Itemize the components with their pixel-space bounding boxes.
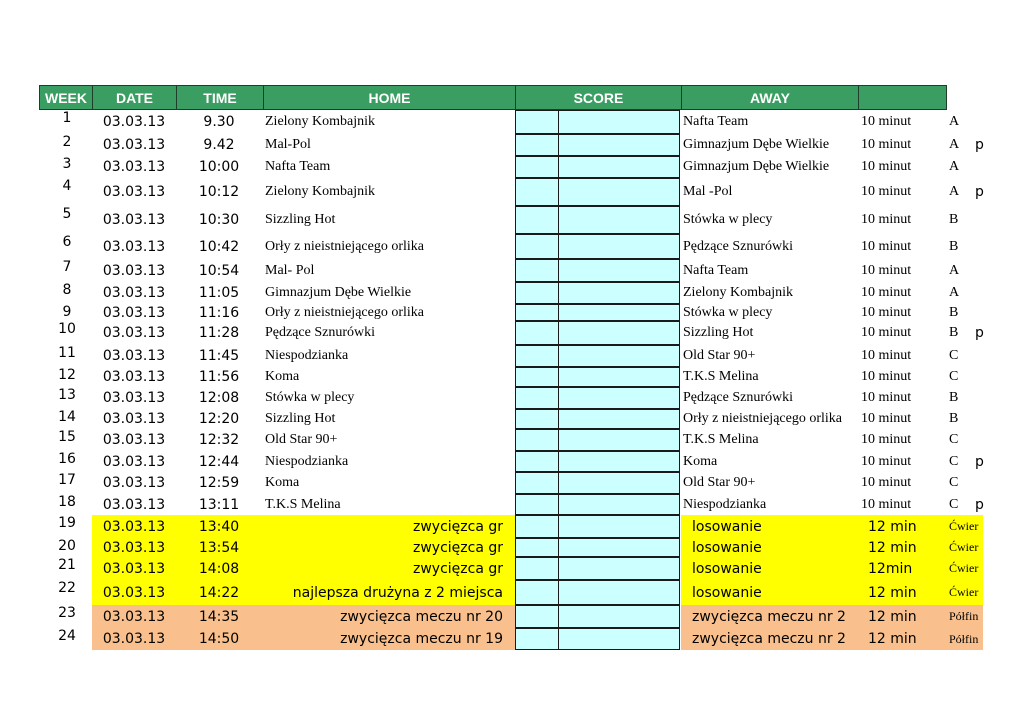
match-time: 11:16 [198,304,240,321]
week-number: 10 [58,321,76,337]
match-time: 10:42 [198,238,240,255]
score-home-cell[interactable] [515,538,559,557]
match-time: 13:40 [198,518,240,535]
home-team: zwycięzca meczu nr 20 [340,608,503,625]
table-row [0,282,1024,304]
score-home-cell[interactable] [515,156,559,178]
match-date: 03.03.13 [102,348,166,364]
away-team: losowanie [692,560,762,577]
week-number: 24 [58,628,76,644]
week-number: 13 [58,387,76,403]
away-team: Nafta Team [683,262,749,278]
match-duration: 10 minut [861,325,912,340]
match-group: B [949,212,959,227]
table-row [0,156,1024,178]
match-duration: 10 minut [861,475,912,490]
score-away-cell[interactable] [558,409,680,429]
match-time: 13:11 [198,496,240,513]
home-team: Sizzling Hot [265,411,336,426]
home-team: Mal-Pol [265,137,311,152]
home-team: Nafta Team [265,159,331,174]
score-home-cell[interactable] [515,304,559,321]
match-duration: 10 minut [861,390,912,405]
score-home-cell[interactable] [515,557,559,580]
score-away-cell[interactable] [558,206,680,234]
home-team: zwycięzca gr [412,518,503,535]
table-row [0,494,1024,515]
match-time: 14:50 [198,631,240,647]
table-row [0,409,1024,429]
score-away-cell[interactable] [558,580,680,605]
match-group: A [949,137,960,152]
score-away-cell[interactable] [558,451,680,472]
week-number: 18 [58,494,76,510]
score-home-cell[interactable] [515,387,559,409]
away-team: Pędzące Sznurówki [683,390,794,405]
home-team: Sizzling Hot [265,212,336,227]
away-team: Stówka w plecy [683,212,773,227]
away-team: Stówka w plecy [683,304,773,320]
week-number: 16 [58,451,76,467]
match-group: B [949,411,959,426]
score-home-cell[interactable] [515,206,559,234]
week-number: 12 [58,367,76,383]
header-date: DATE [92,85,177,110]
table-row [0,538,1024,557]
score-home-cell[interactable] [515,345,559,367]
match-time: 12:59 [198,475,240,491]
match-group: A [949,262,960,278]
table-row [0,321,1024,345]
match-date: 03.03.13 [102,184,166,200]
away-team: Mal -Pol [683,184,733,199]
home-team: T.K.S Melina [265,496,341,512]
score-home-cell[interactable] [515,628,559,650]
match-duration: 10 minut [861,369,912,384]
away-team: zwycięzca meczu nr 2 [692,608,846,625]
match-date: 03.03.13 [102,432,166,448]
match-group: B [949,238,959,254]
match-group: C [949,348,959,363]
match-date: 03.03.13 [102,539,166,556]
match-time: 14:35 [198,608,240,625]
match-duration: 10 minut [861,348,912,363]
home-team: zwycięzca meczu nr 19 [340,631,503,647]
match-duration: 10 minut [861,184,912,199]
home-team: Niespodzianka [265,348,349,363]
home-team: Orły z nieistniejącego orlika [265,304,424,320]
match-group: C [949,453,959,469]
match-group: B [949,325,959,340]
match-time: 11:45 [198,348,240,364]
match-date: 03.03.13 [102,518,166,535]
away-team: Nafta Team [683,114,749,129]
week-number: 4 [62,178,72,194]
match-duration: 10 minut [861,212,912,227]
away-team: losowanie [692,518,762,535]
match-time: 10:12 [198,184,240,200]
home-team: Zielony Kombajnik [265,184,376,199]
match-date: 03.03.13 [102,584,166,601]
match-time: 12:32 [198,432,240,448]
match-group: B [949,390,959,405]
match-date: 03.03.13 [102,369,166,385]
week-number: 20 [58,538,76,554]
match-duration: 10 minut [861,453,912,469]
away-team: losowanie [692,584,762,601]
match-group: Ćwier [949,540,979,554]
week-number: 11 [58,345,76,361]
score-home-cell[interactable] [515,282,559,304]
score-away-cell[interactable] [558,110,680,134]
away-team: Old Star 90+ [683,475,756,490]
away-team: Pędzące Sznurówki [683,238,794,254]
score-away-cell[interactable] [558,605,680,628]
table-row [0,304,1024,321]
match-date: 03.03.13 [102,159,166,175]
week-number: 21 [58,557,76,573]
table-row [0,206,1024,234]
match-time: 10:54 [198,262,240,279]
match-time: 14:22 [198,584,240,601]
score-home-cell[interactable] [515,234,559,259]
match-time: 11:28 [198,325,240,341]
table-row [0,472,1024,494]
away-team: Zielony Kombajnik [683,285,794,300]
week-number: 14 [58,409,76,425]
match-group: C [949,475,959,490]
match-group: Półfin [949,631,979,646]
match-group: C [949,496,959,512]
away-team: Koma [683,453,718,469]
match-duration: 10 minut [861,159,912,174]
score-home-cell[interactable] [515,409,559,429]
home-team: Old Star 90+ [265,432,338,447]
table-row [0,345,1024,367]
match-date: 03.03.13 [102,496,166,513]
match-duration: 12 min [868,518,917,535]
home-team: Koma [265,369,300,384]
table-row [0,367,1024,387]
match-duration: 10 minut [861,238,912,254]
header-week: WEEK [39,85,93,110]
match-date: 03.03.13 [102,560,166,577]
score-away-cell[interactable] [558,259,680,282]
score-away-cell[interactable] [558,282,680,304]
score-home-cell[interactable] [515,429,559,451]
home-team: Pędzące Sznurówki [265,325,376,340]
home-team: zwycięzca gr [412,560,503,577]
away-team: Orły z nieistniejącego orlika [683,411,842,426]
score-home-cell[interactable] [515,178,559,206]
match-time: 12:20 [198,411,240,427]
match-date: 03.03.13 [102,262,166,279]
table-row [0,605,1024,628]
away-team: zwycięzca meczu nr 2 [692,631,846,647]
match-duration: 12 min [868,608,917,625]
home-team: zwycięzca gr [412,539,503,556]
match-duration: 12 min [868,539,917,556]
away-team: T.K.S Melina [683,369,759,384]
score-away-cell[interactable] [558,156,680,178]
match-date: 03.03.13 [102,114,166,130]
extra-note: p [975,184,984,200]
match-time: 11:05 [198,285,240,301]
score-away-cell[interactable] [558,557,680,580]
score-home-cell[interactable] [515,605,559,628]
match-group: Ćwier [949,519,979,533]
match-date: 03.03.13 [102,238,166,255]
week-number: 5 [62,206,72,222]
match-date: 03.03.13 [102,631,166,647]
match-duration: 10 minut [861,496,912,512]
table-row [0,178,1024,206]
table-row [0,134,1024,156]
week-number: 7 [62,259,72,275]
week-number: 22 [58,580,76,596]
match-time: 11:56 [198,369,240,385]
score-away-cell[interactable] [558,304,680,321]
score-away-cell[interactable] [558,387,680,409]
table-row [0,451,1024,472]
match-group: Ćwier [949,561,979,575]
table-row [0,429,1024,451]
match-date: 03.03.13 [102,212,166,228]
match-group: A [949,285,960,300]
score-home-cell[interactable] [515,451,559,472]
score-home-cell[interactable] [515,515,559,538]
match-group: C [949,369,959,384]
week-number: 23 [58,605,76,621]
score-home-cell[interactable] [515,110,559,134]
score-home-cell[interactable] [515,134,559,156]
score-home-cell[interactable] [515,259,559,282]
header-score: SCORE [515,85,682,110]
home-team: Zielony Kombajnik [265,114,376,129]
match-duration: 10 minut [861,411,912,426]
match-date: 03.03.13 [102,325,166,341]
home-team: Niespodzianka [265,453,349,469]
score-away-cell[interactable] [558,321,680,345]
match-group: A [949,159,960,174]
score-away-cell[interactable] [558,429,680,451]
table-row [0,515,1024,538]
score-away-cell[interactable] [558,234,680,259]
away-team: Sizzling Hot [683,325,754,340]
table-row [0,110,1024,134]
week-number: 1 [62,110,72,126]
table-row [0,387,1024,409]
away-team: Gimnazjum Dębe Wielkie [683,159,830,174]
match-duration: 12min [868,560,913,577]
match-time: 14:08 [198,560,240,577]
week-number: 15 [58,429,76,445]
match-duration: 12 min [868,584,917,601]
header-away: AWAY [681,85,859,110]
extra-note: p [975,453,984,470]
week-number: 6 [62,234,72,250]
score-home-cell[interactable] [515,321,559,345]
week-number: 19 [58,515,76,531]
away-team: Gimnazjum Dębe Wielkie [683,137,830,152]
away-team: Old Star 90+ [683,348,756,363]
score-away-cell[interactable] [558,472,680,494]
header-time: TIME [176,85,264,110]
score-away-cell[interactable] [558,538,680,557]
table-row [0,234,1024,259]
score-away-cell[interactable] [558,134,680,156]
match-date: 03.03.13 [102,411,166,427]
header-extra [858,85,947,110]
extra-note: p [975,137,984,153]
match-date: 03.03.13 [102,304,166,321]
week-number: 3 [62,156,72,172]
table-row [0,580,1024,605]
match-duration: 10 minut [861,137,912,152]
home-team: Orły z nieistniejącego orlika [265,238,424,254]
match-date: 03.03.13 [102,137,166,153]
match-time: 9.42 [203,137,235,153]
match-group: B [949,304,959,320]
score-home-cell[interactable] [515,494,559,515]
extra-note: p [975,325,984,341]
match-date: 03.03.13 [102,453,166,470]
home-team: Mal- Pol [265,262,315,278]
score-away-cell[interactable] [558,178,680,206]
score-away-cell[interactable] [558,494,680,515]
header-home: HOME [263,85,516,110]
match-time: 10:00 [198,159,240,175]
score-away-cell[interactable] [558,367,680,387]
match-duration: 10 minut [861,285,912,300]
score-away-cell[interactable] [558,628,680,650]
match-time: 12:44 [198,453,240,470]
match-group: Ćwier [949,585,979,599]
match-duration: 10 minut [861,432,912,447]
match-date: 03.03.13 [102,475,166,491]
match-date: 03.03.13 [102,608,166,625]
match-time: 10:30 [198,212,240,228]
home-team: Stówka w plecy [265,390,355,405]
extra-note: p [975,496,984,513]
score-home-cell[interactable] [515,367,559,387]
score-away-cell[interactable] [558,515,680,538]
away-team: Niespodzianka [683,496,767,512]
away-team: T.K.S Melina [683,432,759,447]
match-duration: 12 min [868,631,917,647]
home-team: najlepsza drużyna z 2 miejsca [292,584,503,601]
match-duration: 10 minut [861,304,912,320]
score-home-cell[interactable] [515,472,559,494]
match-duration: 10 minut [861,262,912,278]
match-time: 12:08 [198,390,240,406]
score-home-cell[interactable] [515,580,559,605]
week-number: 9 [62,304,72,320]
week-number: 2 [62,134,72,150]
match-group: C [949,432,959,447]
home-team: Koma [265,475,300,490]
match-duration: 10 minut [861,114,912,129]
table-row [0,557,1024,580]
match-time: 9.30 [203,114,235,130]
score-away-cell[interactable] [558,345,680,367]
week-number: 17 [58,472,76,488]
match-date: 03.03.13 [102,390,166,406]
away-team: losowanie [692,539,762,556]
match-group: Półfin [949,609,979,623]
week-number: 8 [62,282,72,298]
match-time: 13:54 [198,539,240,556]
match-group: A [949,184,960,199]
table-row [0,628,1024,650]
match-date: 03.03.13 [102,285,166,301]
table-row [0,259,1024,282]
match-group: A [949,114,960,129]
home-team: Gimnazjum Dębe Wielkie [265,285,412,300]
